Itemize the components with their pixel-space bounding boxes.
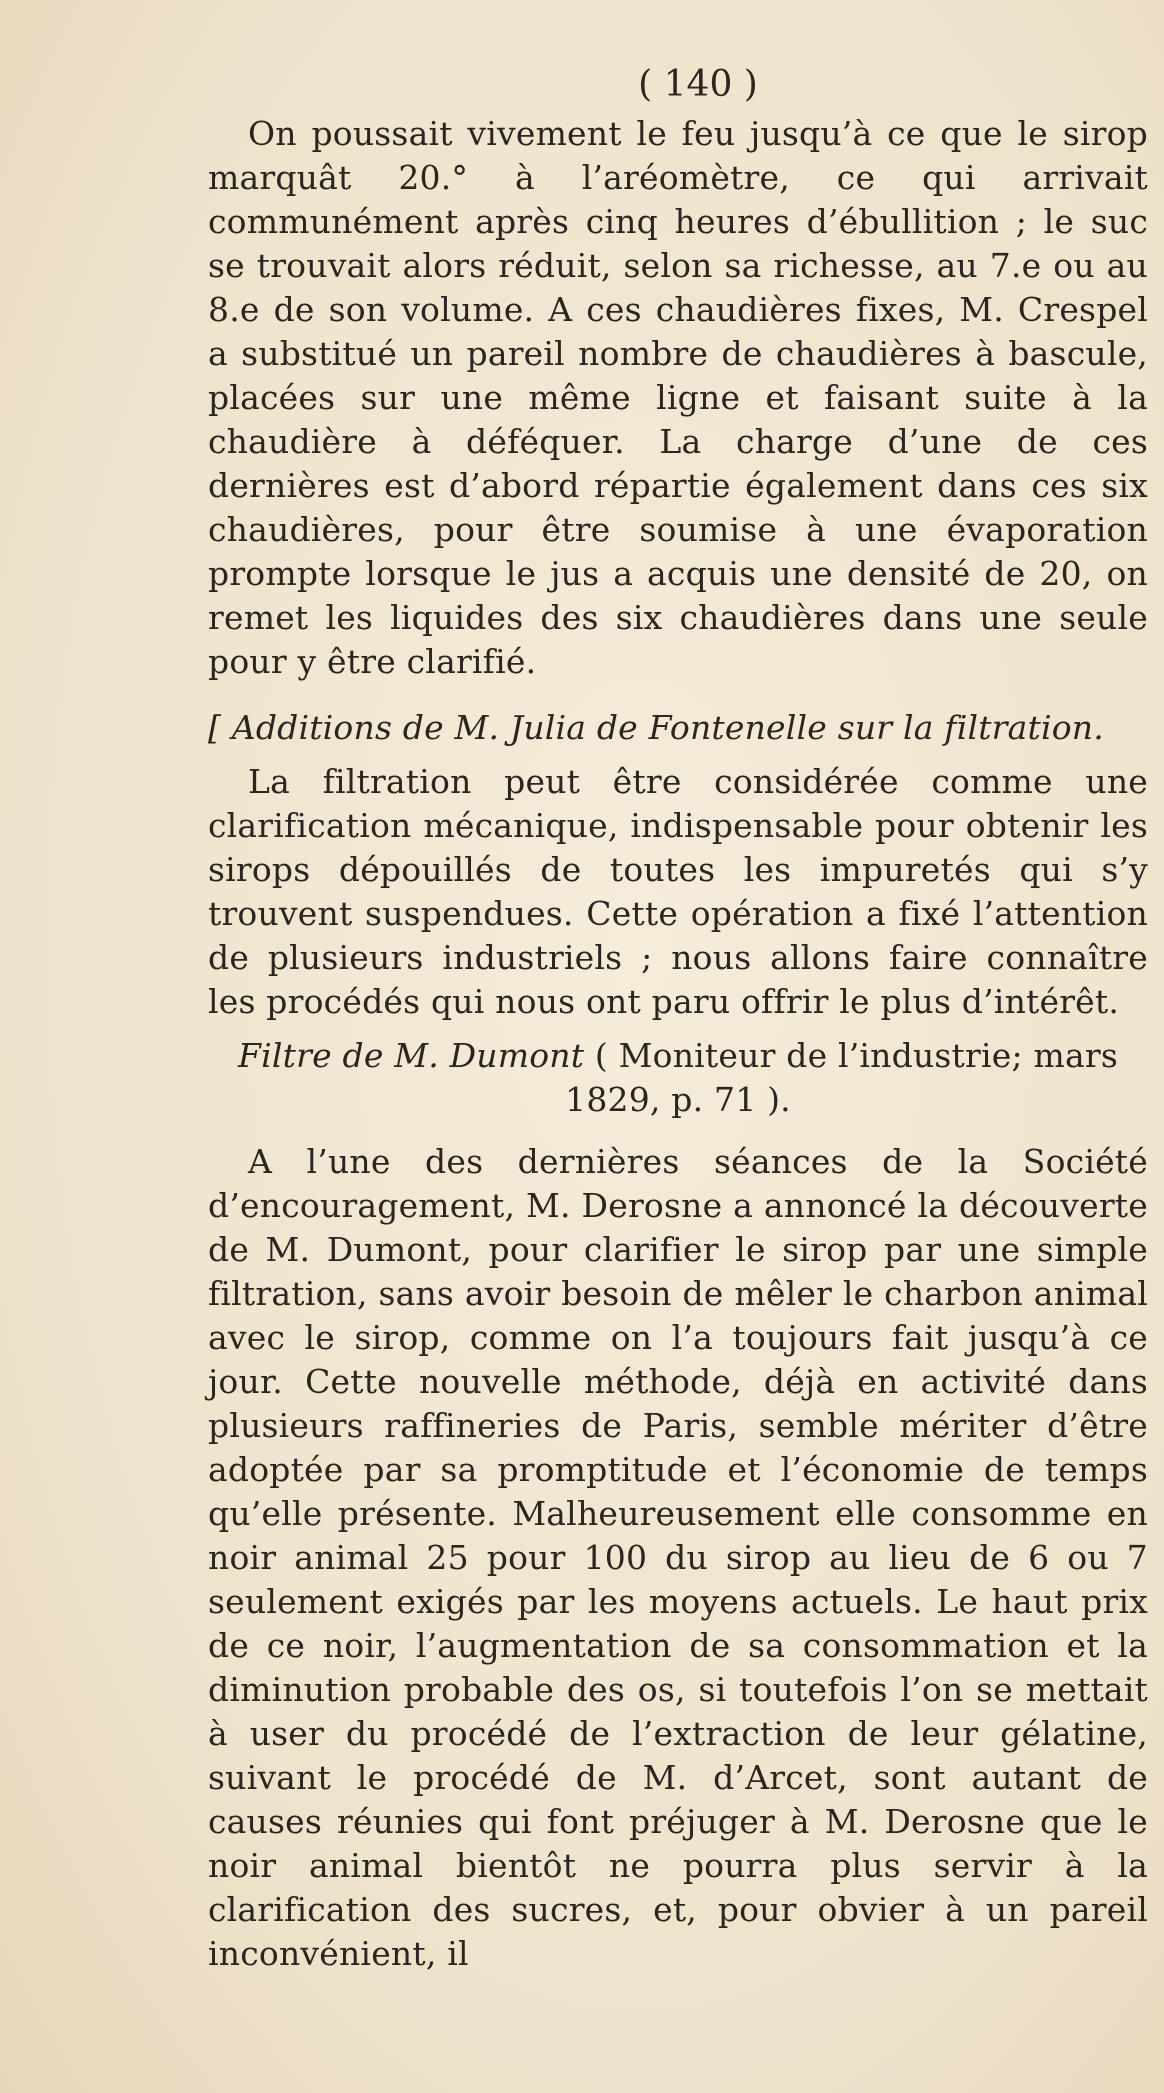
section-bracket: [ — [208, 708, 222, 747]
page-number: ( 140 ) — [638, 64, 758, 105]
paragraph-sirop-evaporation: On poussait vivement le feu jusqu’à ce que le sirop marquât 20.° à l’aréomètre, ce qui arrivait communément après cinq heures d’ébullition ; le suc se trouvait alors réduit, selon sa richesse, au 7.e ou au 8.e de son volume. A ces chaudières fixes, M. Crespel a substitué un pareil nombre de chaudières à bascule, placées sur une même ligne et faisant suite à la chaudière à déféquer. La charge d’une de ces dernières est d’abord répartie également dans ces six chaudières, pour être soumise à une évaporation prompte lorsque le jus a acquis une densité de 20, on remet les liquides des six chaudières dans une seule pour y être clarifié. — [208, 114, 1148, 681]
text-column — [208, 60, 1148, 1976]
subsection-title — [208, 1034, 1148, 1122]
section-heading — [208, 706, 1148, 750]
paragraph-dumont-filter: A l’une des dernières séances de la Société d’encouragement, M. Derosne a annoncé la découverte de M. Dumont, pour clarifier le sirop par une simple filtration, sans avoir besoin de mêler le charbon animal avec le sirop, comme on l’a toujours fait jusqu’à ce jour. Cette nouvelle méthode, déjà en activité dans plusieurs raffineries de Paris, semble mériter d’être adoptée par sa promptitude et l’économie de temps qu’elle présente. Malheureusement elle consomme en noir animal 25 pour 100 du sirop au lieu de 6 ou 7 seulement exigés par les moyens actuels. Le haut prix de ce noir, l’augmentation de sa consommation et la diminution probable des os, si toutefois l’on se mettait à user du procédé de l’extraction de leur gélatine, suivant le procédé de M. d’Arcet, sont autant de causes réunies qui font préjuger à M. Derosne que le noir animal bientôt ne pourra plus servir à la clarification des sucres, et, pour obvier à un pareil inconvénient, il — [208, 1142, 1148, 1973]
subsection-title-source: ( Moniteur de l’industrie; mars 1829, p. 71 ). — [565, 1036, 1118, 1119]
subsection-title-italic: Filtre de M. Dumont — [238, 1036, 585, 1075]
paragraph-filtration: La filtration peut être considérée comme une clarification mécanique, indispensable pour obtenir les sirops dépouillés de toutes les impuretés qui s’y trouvent suspendues. Cette opération a fixé l’attention de plusieurs industriels ; nous allons faire connaître les procédés qui nous ont paru offrir le plus d’intérêt. — [208, 762, 1148, 1021]
section-heading-text: Additions de M. Julia de Fontenelle sur la filtration. — [231, 708, 1104, 747]
